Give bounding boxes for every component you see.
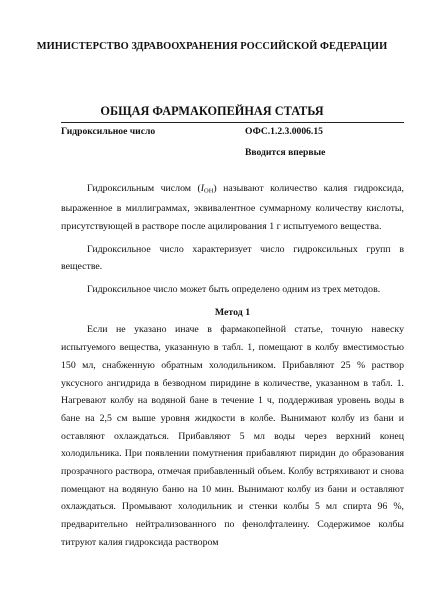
method-heading: Метод 1	[214, 306, 251, 318]
document-title: ОБЩАЯ ФАРМАКОПЕЙНАЯ СТАТЬЯ	[100, 104, 324, 118]
paragraph-definition-start: Гидроксильным числом (	[87, 183, 201, 194]
article-body	[61, 180, 404, 552]
title-divider	[61, 122, 404, 123]
paragraph-definition-end: ) называют количество калия гидроксида, выраженное в миллиграммах, эквивалентное суммарному количеству кислоты, присутствующей в растворе после ацилирования 1 г испытуемого вещества.	[61, 183, 404, 232]
symbol-hydroxyl-number: I	[200, 183, 205, 194]
paragraph-methods: Гидроксильное число может быть определено одним из трех методов.	[87, 284, 381, 296]
paragraph-characterizes: Гидроксильное число характеризует число гидроксильных групп в веществе.	[61, 243, 404, 273]
article-name: Гидроксильное число	[61, 126, 156, 137]
paragraph-method-1: Если не указано иначе в фармакопейной статье, точную навеску испытуемого вещества, указанную в табл. 1, помещают в колбу вместимостью 150 мл, снабженную обратным холодильником. Прибавляют 25 % раствор уксусного ангидрида в безводном пиридине в количестве, указанном в табл. 1. Нагревают колбу на водяной бане в течение 1 ч, поддерживая уровень воды в бане на 2,5 см выше уровня жидкости в колбе. Вынимают колбу из бани и оставляют охлаждаться. Прибавляют 5 мл воды через верхний конец холодильника. При появлении помутнения прибавляют пиридин до образования прозрачного раствора, отмечая прибавленный объем. Колбу встряхивают и снова помещают на водяную баню на 10 мин. Вынимают колбу из бани и оставляют охлаждаться. Промывают холодильник и стенки колбы 5 мл спирта 96 %, предварительно нейтрализованного по фенолфталеину. Содержимое колбы титруют калия гидроксида раствором	[61, 324, 404, 548]
article-code: ОФС.1.2.3.0006.15	[245, 126, 323, 137]
article-status: Вводится впервые	[245, 147, 326, 158]
paragraph-definition	[61, 180, 404, 236]
symbol-subscript: OH	[204, 187, 214, 195]
ministry-header: МИНИСТЕРСТВО ЗДРАВООХРАНЕНИЯ РОССИЙСКОЙ ФЕДЕРАЦИИ	[36, 41, 388, 52]
